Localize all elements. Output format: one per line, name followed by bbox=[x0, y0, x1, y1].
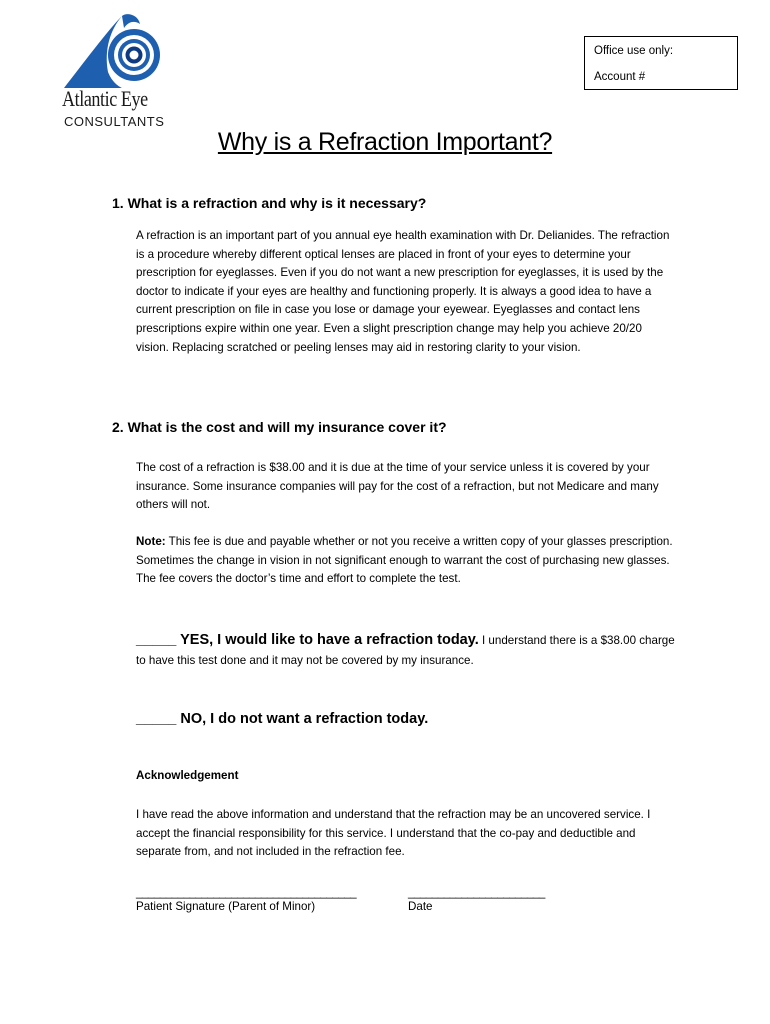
page-title: Why is a Refraction Important? bbox=[217, 128, 553, 156]
wave-eye-icon bbox=[60, 10, 170, 90]
question-1-body: A refraction is an important part of you annual eye health examination with Dr. Delianides. The refraction is a procedure whereby different optical lenses are placed in front of your eyes to determine your prescription for eyeglasses. Even if you do not want a new prescription for eyeglasses, it is used by the doctor to indicate if your eyes are healthy and functioning properly. It is always a good idea to have a current prescription on file in case you lose or damage your eyewear. Eyeglasses and contact lens prescriptions expire within one year. Even a slight prescription change may help you achieve 20/20 vision. Replacing scratched or peeling lenses may aid in restoring clarity to your vision. bbox=[136, 229, 670, 354]
signature-label: Patient Signature (Parent of Minor) bbox=[136, 900, 316, 913]
note-body: This fee is due and payable whether or not you receive a written copy of your glasses prescription. Sometimes the change in vision in not significant enough to warrant the cost of purchasing new glasses. The fee covers the doctor’s time and effort to complete the test. bbox=[136, 535, 673, 586]
yes-option bbox=[136, 630, 676, 671]
question-1-heading: 1. What is a refraction and why is it necessary? bbox=[112, 195, 427, 211]
account-number-label: Account # bbox=[594, 71, 646, 83]
fee-note bbox=[136, 533, 676, 589]
acknowledgement-heading: Acknowledgement bbox=[136, 769, 239, 782]
date-label: Date bbox=[408, 900, 433, 913]
logo-name: Atlantic Eye bbox=[62, 86, 148, 111]
acknowledgement-body: I have read the above information and understand that the refraction may be an uncovered service. I accept the financial responsibility for this service. I understand that the co-pay and deductible and separate from, and not included in the refraction fee. bbox=[136, 808, 651, 859]
yes-label: YES, I would like to have a refraction today. bbox=[176, 632, 479, 648]
no-label: NO, I do not want a refraction today. bbox=[176, 711, 429, 727]
note-label: Note: bbox=[136, 535, 166, 548]
no-option bbox=[136, 709, 676, 730]
yes-blank[interactable]: _____ bbox=[136, 632, 177, 648]
date-line[interactable]: _______________________ bbox=[408, 886, 545, 899]
yes-detail: I understand there is a $38.00 charge to have this test done and it may not be covered by my insurance. bbox=[136, 634, 675, 667]
office-use-box bbox=[584, 36, 738, 90]
signature-line[interactable]: _____________________________________ bbox=[136, 886, 357, 899]
company-logo bbox=[60, 10, 170, 130]
no-blank[interactable]: _____ bbox=[136, 711, 177, 727]
question-2-heading: 2. What is the cost and will my insurance cover it? bbox=[112, 419, 447, 435]
office-use-label: Office use only: bbox=[594, 45, 674, 57]
logo-subtitle: CONSULTANTS bbox=[64, 114, 165, 129]
question-2-body: The cost of a refraction is $38.00 and it is due at the time of your service unless it is covered by your insurance. Some insurance companies will pay for the cost of a refraction, but not Medicare and many others will not. bbox=[136, 461, 659, 512]
